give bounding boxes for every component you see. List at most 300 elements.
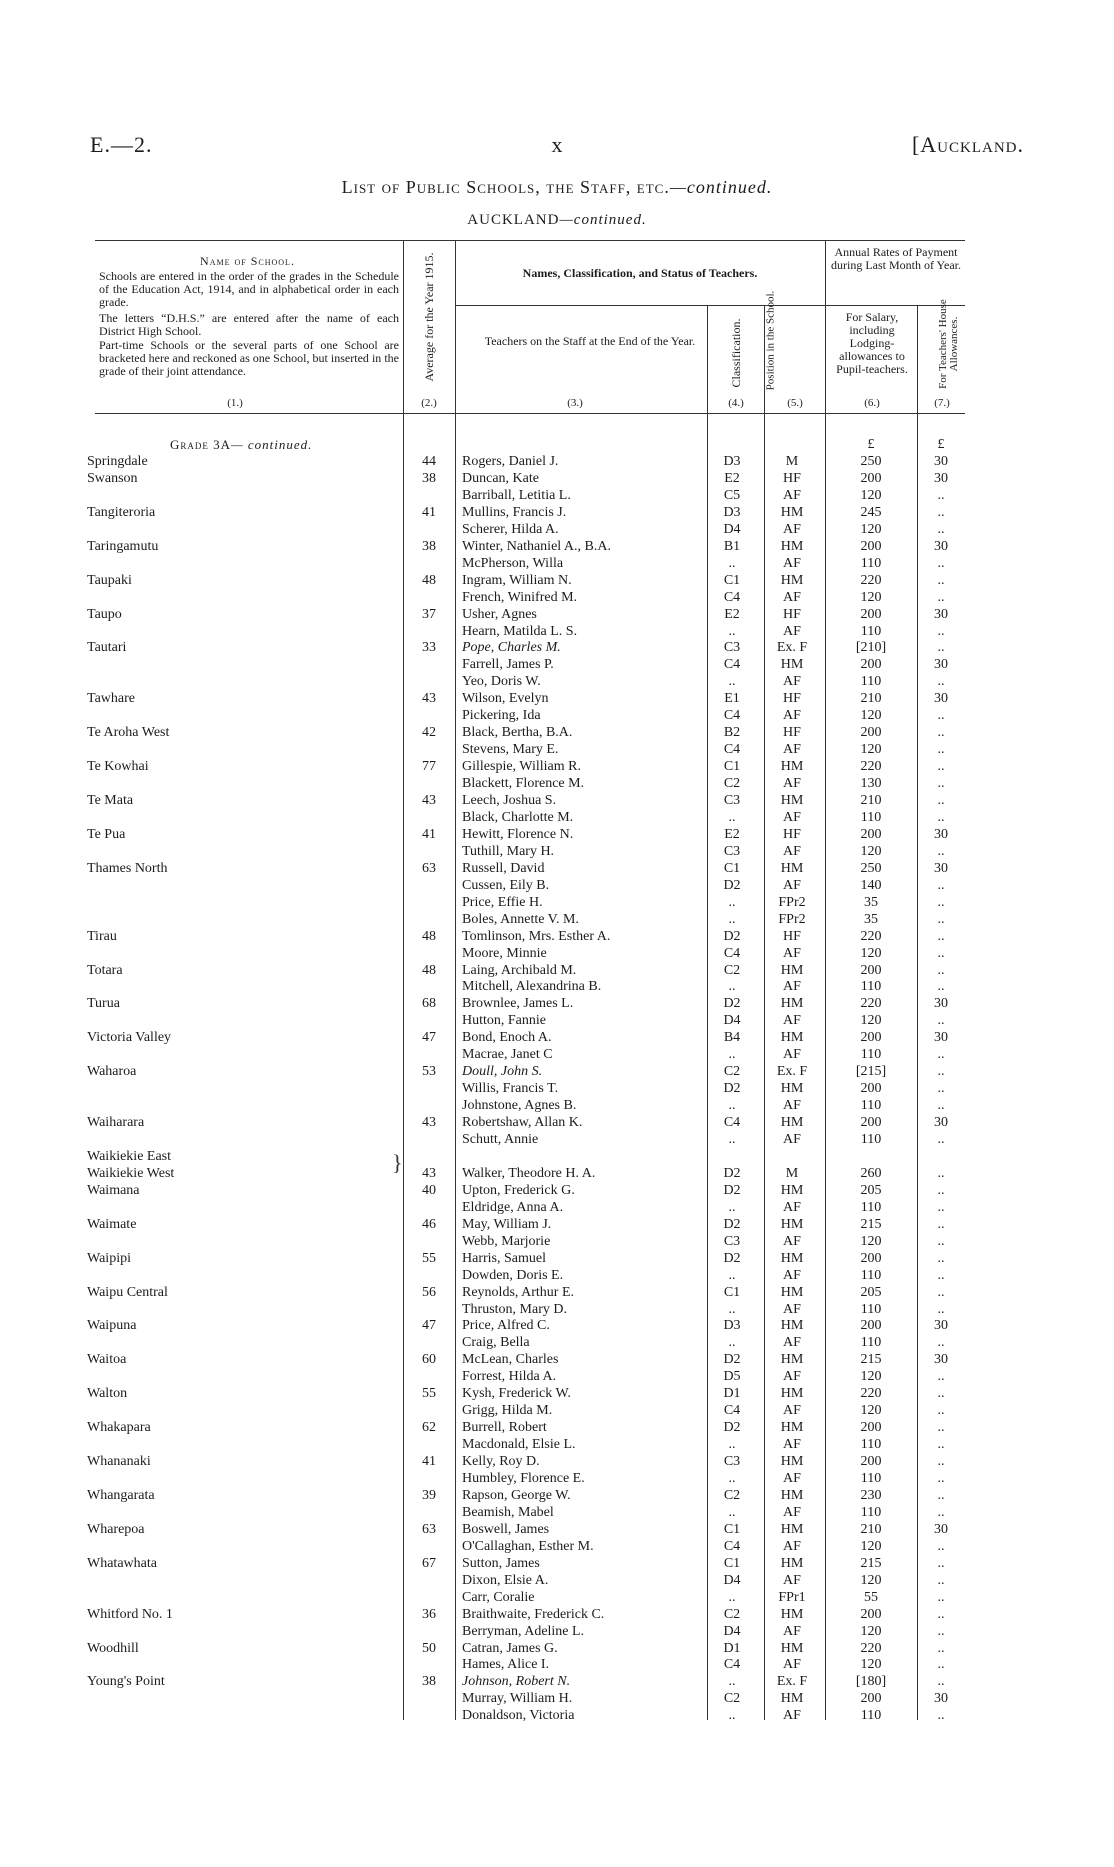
salary: 200 xyxy=(860,1420,882,1436)
position: AF xyxy=(783,1267,801,1283)
house-allowance: .. xyxy=(937,1013,945,1029)
table-row xyxy=(0,572,1114,589)
average-attendance: 67 xyxy=(422,1555,436,1571)
teachers-heading: Names, Classification, and Status of Teachers. xyxy=(522,266,758,280)
teacher-name: Winter, Nathaniel A., B.A. xyxy=(462,538,611,554)
teacher-name: Blackett, Florence M. xyxy=(462,776,585,792)
title-text: List of Public Schools, the Staff, etc. xyxy=(341,177,670,197)
house-allowance: .. xyxy=(937,962,945,978)
classification: C1 xyxy=(723,1521,741,1537)
teacher-name: Johnson, Robert N. xyxy=(462,1674,571,1690)
position: HF xyxy=(783,470,801,486)
table-row xyxy=(0,470,1114,487)
house-allowance: 30 xyxy=(934,1030,948,1046)
average-attendance: 41 xyxy=(422,826,436,842)
position-heading: Position in the School. xyxy=(764,290,777,391)
header-region: [Auckland. xyxy=(911,132,1024,157)
school-name: Swanson xyxy=(87,470,138,486)
classification: .. xyxy=(728,1132,736,1147)
position: HM xyxy=(780,1691,804,1707)
average-attendance: 38 xyxy=(422,1674,436,1690)
average-attendance: 55 xyxy=(422,1250,436,1266)
school-name: Tawhare xyxy=(87,691,135,707)
teacher-name: Hames, Alice I. xyxy=(462,1657,550,1673)
school-name: Woodhill xyxy=(87,1640,139,1656)
position: HM xyxy=(780,1216,804,1232)
table-row xyxy=(0,741,1114,758)
grade-suffix: — continued. xyxy=(231,437,313,452)
salary: 55 xyxy=(864,1589,878,1605)
teacher-name: Thruston, Mary D. xyxy=(462,1301,567,1317)
salary: 110 xyxy=(860,1132,882,1147)
classification: .. xyxy=(728,979,736,995)
position: HF xyxy=(783,691,801,707)
salary: 200 xyxy=(860,1454,882,1470)
position: AF xyxy=(783,555,801,571)
average-attendance: 47 xyxy=(422,1318,436,1334)
house-allowance: .. xyxy=(937,589,945,605)
position: FPr2 xyxy=(778,911,806,927)
school-name: Young's Point xyxy=(87,1674,165,1690)
classification: C2 xyxy=(723,1487,741,1503)
salary: 200 xyxy=(860,1691,882,1707)
classification: D3 xyxy=(723,454,741,469)
position: HM xyxy=(780,1250,804,1266)
classification: D5 xyxy=(723,1369,741,1385)
school-name: Tirau xyxy=(87,928,117,944)
school-heading: Name of School. xyxy=(200,254,295,268)
classification: D3 xyxy=(723,504,741,520)
salary: 200 xyxy=(860,1250,882,1266)
average-attendance: 63 xyxy=(422,860,436,876)
table-row xyxy=(0,928,1114,945)
subtitle-suffix: —continued. xyxy=(559,212,647,228)
school-name: Waiharara xyxy=(87,1115,145,1131)
salary: 110 xyxy=(860,1098,882,1114)
average-attendance: 38 xyxy=(422,470,436,486)
table-row xyxy=(0,1436,1114,1453)
house-allowance: .. xyxy=(937,640,945,656)
position: HM xyxy=(780,657,804,673)
teacher-name: Sutton, James xyxy=(462,1555,540,1571)
position: AF xyxy=(783,979,801,995)
salary: 120 xyxy=(860,708,882,724)
position: AF xyxy=(783,1572,801,1588)
classification: D2 xyxy=(723,1182,741,1198)
table-row xyxy=(0,623,1114,640)
house-allowance: .. xyxy=(937,1471,945,1486)
table-row xyxy=(0,1233,1114,1250)
col-number-3: (3.) xyxy=(567,397,583,409)
house-allowance: .. xyxy=(937,1250,945,1266)
position: HM xyxy=(780,1521,804,1537)
classification: C4 xyxy=(723,1657,741,1673)
salary: 205 xyxy=(860,1284,882,1300)
table-row xyxy=(0,1640,1114,1657)
teacher-name: Barriball, Letitia L. xyxy=(462,487,571,503)
average-attendance: 38 xyxy=(422,538,436,554)
school-name: Waitoa xyxy=(87,1352,127,1368)
position: AF xyxy=(783,1708,801,1724)
house-allowance: .. xyxy=(937,1199,945,1215)
header-rule xyxy=(455,305,965,306)
position: HM xyxy=(780,1454,804,1470)
classification: C4 xyxy=(723,589,741,605)
average-attendance: 41 xyxy=(422,1454,436,1470)
position: AF xyxy=(783,487,801,503)
average-attendance: 63 xyxy=(422,1521,436,1537)
position: AF xyxy=(783,1504,801,1520)
teacher-name: Rogers, Daniel J. xyxy=(462,454,559,469)
table-row xyxy=(0,707,1114,724)
position: AF xyxy=(783,623,801,639)
house-allowance: .. xyxy=(937,1538,945,1554)
teacher-name: Laing, Archibald M. xyxy=(462,962,577,978)
title-suffix: —continued. xyxy=(669,177,773,197)
house-allowance: .. xyxy=(937,1708,945,1724)
classification: .. xyxy=(728,1504,736,1520)
col-number-7: (7.) xyxy=(934,397,950,409)
teachers-subheading: Teachers on the Staff at the End of the Year. xyxy=(484,334,696,348)
table-row xyxy=(0,1504,1114,1521)
teacher-name: Usher, Agnes xyxy=(462,606,537,622)
classification: C3 xyxy=(723,1454,741,1470)
salary: 110 xyxy=(860,1335,882,1351)
school-name: Te Aroha West xyxy=(87,725,170,741)
table-row xyxy=(0,894,1114,911)
classification: .. xyxy=(728,623,736,639)
table-row xyxy=(0,589,1114,606)
position: HM xyxy=(780,962,804,978)
table-row xyxy=(0,1063,1114,1080)
house-allowance: .. xyxy=(937,504,945,520)
house-allowance: .. xyxy=(937,793,945,808)
classification: D4 xyxy=(723,1572,741,1588)
table-row xyxy=(0,860,1114,877)
col-divider xyxy=(455,241,456,413)
house-allowance: .. xyxy=(937,945,945,961)
teacher-name: Tomlinson, Mrs. Esther A. xyxy=(462,928,611,944)
salary: [210] xyxy=(855,640,887,656)
salary: 110 xyxy=(860,1199,882,1215)
classification: C1 xyxy=(723,759,741,775)
salary: 140 xyxy=(860,877,882,893)
table-row xyxy=(0,775,1114,792)
salary: 120 xyxy=(860,589,882,605)
teacher-name: Cussen, Eily B. xyxy=(462,877,550,893)
house-allowance: 30 xyxy=(934,1691,948,1707)
table-row xyxy=(0,1284,1114,1301)
position: HM xyxy=(780,1386,804,1402)
school-name: Waikiekie West xyxy=(87,1165,175,1181)
school-name: Waikiekie East xyxy=(87,1148,172,1164)
salary: 110 xyxy=(860,1504,882,1520)
teacher-name: French, Winifred M. xyxy=(462,589,578,605)
house-allowance: .. xyxy=(937,776,945,792)
position: HM xyxy=(780,1284,804,1300)
school-note: Schools are entered in the order of the grades in the Schedule of the Education Act, 1914, and in alphabetical order in each grade. xyxy=(99,269,399,309)
classification: C3 xyxy=(723,1233,741,1249)
teacher-name: Pickering, Ida xyxy=(462,708,541,724)
average-attendance: 39 xyxy=(422,1487,436,1503)
classification: C2 xyxy=(723,1064,741,1080)
position: HF xyxy=(783,606,801,622)
position: HM xyxy=(780,572,804,588)
salary: 220 xyxy=(860,1640,882,1656)
grade-label: Grade 3A xyxy=(170,437,232,452)
classification: C4 xyxy=(723,1115,741,1131)
salary: 200 xyxy=(860,962,882,978)
table-row xyxy=(0,504,1114,521)
teacher-name: Murray, William H. xyxy=(462,1691,573,1707)
average-attendance: 77 xyxy=(422,759,436,775)
teacher-name: Black, Charlotte M. xyxy=(462,809,574,825)
page-header xyxy=(90,132,1024,162)
house-allowance: .. xyxy=(937,1674,945,1690)
table-row xyxy=(0,1012,1114,1029)
position: AF xyxy=(783,708,801,724)
teacher-name: Grigg, Hilda M. xyxy=(462,1403,553,1419)
position: AF xyxy=(783,1013,801,1029)
position: AF xyxy=(783,1047,801,1063)
position: AF xyxy=(783,742,801,758)
col-divider xyxy=(917,305,918,413)
table-row xyxy=(0,1131,1114,1148)
salary: 110 xyxy=(860,1437,882,1453)
teacher-name: Hewitt, Florence N. xyxy=(462,826,574,842)
classification: .. xyxy=(728,555,736,571)
table-row xyxy=(0,758,1114,775)
school-name: Whitford No. 1 xyxy=(87,1606,173,1622)
school-name: Whananaki xyxy=(87,1454,151,1470)
house-allowance: .. xyxy=(937,572,945,588)
col-number-6: (6.) xyxy=(864,397,880,409)
school-name: Waipipi xyxy=(87,1250,131,1266)
position: Ex. F xyxy=(776,1064,808,1080)
teacher-name: Kelly, Roy D. xyxy=(462,1454,540,1470)
average-attendance: 46 xyxy=(422,1216,436,1232)
table-row xyxy=(0,1690,1114,1707)
position: AF xyxy=(783,1199,801,1215)
classification: B4 xyxy=(723,1030,741,1046)
house-allowance: .. xyxy=(937,1589,945,1605)
salary: 200 xyxy=(860,1081,882,1097)
table-row xyxy=(0,809,1114,826)
average-attendance: 43 xyxy=(422,1115,436,1131)
position: HM xyxy=(780,504,804,520)
teacher-name: Leech, Joshua S. xyxy=(462,793,557,808)
house-allowance: .. xyxy=(937,1301,945,1317)
house-allowance: 30 xyxy=(934,606,948,622)
classification: D2 xyxy=(723,1081,741,1097)
teacher-name: Willis, Francis T. xyxy=(462,1081,559,1097)
position: AF xyxy=(783,589,801,605)
classification: .. xyxy=(728,1708,736,1724)
table-row xyxy=(0,1385,1114,1402)
teacher-name: Mitchell, Alexandrina B. xyxy=(462,979,602,995)
salary: 200 xyxy=(860,725,882,741)
classification: D4 xyxy=(723,1013,741,1029)
teacher-name: Kysh, Frederick W. xyxy=(462,1386,571,1402)
house-allowance: 30 xyxy=(934,860,948,876)
average-attendance: 48 xyxy=(422,572,436,588)
teacher-name: O'Callaghan, Esther M. xyxy=(462,1538,594,1554)
teacher-name: Hearn, Matilda L. S. xyxy=(462,623,578,639)
col-number-4: (4.) xyxy=(728,397,744,409)
teacher-name: Pope, Charles M. xyxy=(462,640,561,656)
teacher-name: Hutton, Fannie xyxy=(462,1013,546,1029)
school-name: Taringamutu xyxy=(87,538,159,554)
salary: 110 xyxy=(860,674,882,690)
classification: D2 xyxy=(723,1216,741,1232)
table-row xyxy=(0,1250,1114,1267)
classification: C1 xyxy=(723,860,741,876)
salary: 210 xyxy=(860,1521,882,1537)
teacher-name: Braithwaite, Frederick C. xyxy=(462,1606,605,1622)
salary: 200 xyxy=(860,826,882,842)
school-name: Tautari xyxy=(87,640,127,656)
house-allowance: 30 xyxy=(934,996,948,1012)
house-allowance: .. xyxy=(937,1454,945,1470)
classification: .. xyxy=(728,1199,736,1215)
table-row xyxy=(0,1402,1114,1419)
table-row xyxy=(0,1267,1114,1284)
table-row xyxy=(0,1114,1114,1131)
house-allowance: .. xyxy=(937,1047,945,1063)
teacher-name: McLean, Charles xyxy=(462,1352,559,1368)
teacher-name: Mullins, Francis J. xyxy=(462,504,567,520)
average-attendance: 42 xyxy=(422,725,436,741)
classification: C4 xyxy=(723,945,741,961)
salary: 110 xyxy=(860,809,882,825)
position: HM xyxy=(780,996,804,1012)
page-subtitle xyxy=(0,212,1114,229)
school-name: Waharoa xyxy=(87,1064,137,1080)
classification: D1 xyxy=(723,1386,741,1402)
teacher-name: Macrae, Janet C xyxy=(462,1047,553,1063)
teacher-name: Berryman, Adeline L. xyxy=(462,1623,585,1639)
teacher-name: Burrell, Robert xyxy=(462,1420,547,1436)
school-note-part-time: Part-time Schools or the several parts of one School are bracketed here and reckoned as one School, but inserted in the grade of their joint attendance. xyxy=(99,338,399,378)
house-allowance: 30 xyxy=(934,454,948,469)
col-number-5: (5.) xyxy=(787,397,803,409)
table-row xyxy=(0,656,1114,673)
salary-heading: For Salary, including Lodging-allowances to Pupil-teachers. xyxy=(836,310,908,376)
table-row xyxy=(0,1301,1114,1318)
house-allowance: 30 xyxy=(934,1318,948,1334)
teacher-name: Ingram, William N. xyxy=(462,572,572,588)
house-allowance: .. xyxy=(937,759,945,775)
salary: 120 xyxy=(860,1233,882,1249)
school-name: Waimana xyxy=(87,1182,140,1198)
teacher-name: Robertshaw, Allan K. xyxy=(462,1115,583,1131)
school-name: Waimate xyxy=(87,1216,137,1232)
page-title xyxy=(0,177,1114,198)
teacher-name: Gillespie, William R. xyxy=(462,759,581,775)
teacher-name: Dixon, Elsie A. xyxy=(462,1572,549,1588)
salary: 110 xyxy=(860,555,882,571)
position: HM xyxy=(780,1030,804,1046)
position: Ex. F xyxy=(776,640,808,656)
teacher-name: Rapson, George W. xyxy=(462,1487,571,1503)
salary: 220 xyxy=(860,928,882,944)
position: HM xyxy=(780,1606,804,1622)
school-name: Whakapara xyxy=(87,1420,151,1436)
classification: D2 xyxy=(723,928,741,944)
teacher-name: Reynolds, Arthur E. xyxy=(462,1284,574,1300)
table-row xyxy=(0,606,1114,623)
classification: D2 xyxy=(723,996,741,1012)
house-allowance: .. xyxy=(937,742,945,758)
average-attendance: 48 xyxy=(422,962,436,978)
position: HM xyxy=(780,1081,804,1097)
position: HF xyxy=(783,725,801,741)
table-row xyxy=(0,1707,1114,1724)
teacher-name: Harris, Samuel xyxy=(462,1250,546,1266)
position: HM xyxy=(780,1115,804,1131)
teacher-name: Schutt, Annie xyxy=(462,1132,539,1147)
table-row xyxy=(0,1656,1114,1673)
col-divider xyxy=(403,241,404,413)
average-attendance: 55 xyxy=(422,1386,436,1402)
house-allowance: .. xyxy=(937,1233,945,1249)
school-name: Turua xyxy=(87,996,120,1012)
salary: 120 xyxy=(860,1403,882,1419)
position: AF xyxy=(783,945,801,961)
table-row xyxy=(0,962,1114,979)
position: AF xyxy=(783,843,801,859)
classification: D2 xyxy=(723,1250,741,1266)
classification: B1 xyxy=(723,538,741,554)
house-allowance: .. xyxy=(937,1555,945,1571)
teacher-name: Craig, Bella xyxy=(462,1335,530,1351)
house-allowance: .. xyxy=(937,1386,945,1402)
classification: .. xyxy=(728,1098,736,1114)
house-allowance: .. xyxy=(937,1335,945,1351)
table-row xyxy=(0,1368,1114,1385)
salary: [215] xyxy=(855,1064,887,1080)
classification: C3 xyxy=(723,793,741,808)
col-divider xyxy=(707,305,708,413)
classification: C4 xyxy=(723,1403,741,1419)
average-attendance: 36 xyxy=(422,1606,436,1622)
house-allowance: .. xyxy=(937,1504,945,1520)
table-row xyxy=(0,945,1114,962)
position: HM xyxy=(780,793,804,808)
col-divider xyxy=(825,241,826,413)
salary: 200 xyxy=(860,1030,882,1046)
house-allowance: .. xyxy=(937,1623,945,1639)
salary: 110 xyxy=(860,623,882,639)
table-row xyxy=(0,877,1114,894)
teacher-name: Catran, James G. xyxy=(462,1640,558,1656)
classification: C5 xyxy=(723,487,741,503)
classification: C4 xyxy=(723,742,741,758)
teacher-name: Beamish, Mabel xyxy=(462,1504,554,1520)
house-allowance: .. xyxy=(937,894,945,910)
col-number-1: (1.) xyxy=(227,397,243,409)
average-attendance: 40 xyxy=(422,1182,436,1198)
table-row xyxy=(0,826,1114,843)
classification-heading: Classification. xyxy=(729,318,743,388)
position: AF xyxy=(783,521,801,537)
classification: .. xyxy=(728,1267,736,1283)
table-row xyxy=(0,724,1114,741)
house-allowance: .. xyxy=(937,1064,945,1080)
table-row xyxy=(0,1589,1114,1606)
classification: C1 xyxy=(723,572,741,588)
position: HM xyxy=(780,759,804,775)
